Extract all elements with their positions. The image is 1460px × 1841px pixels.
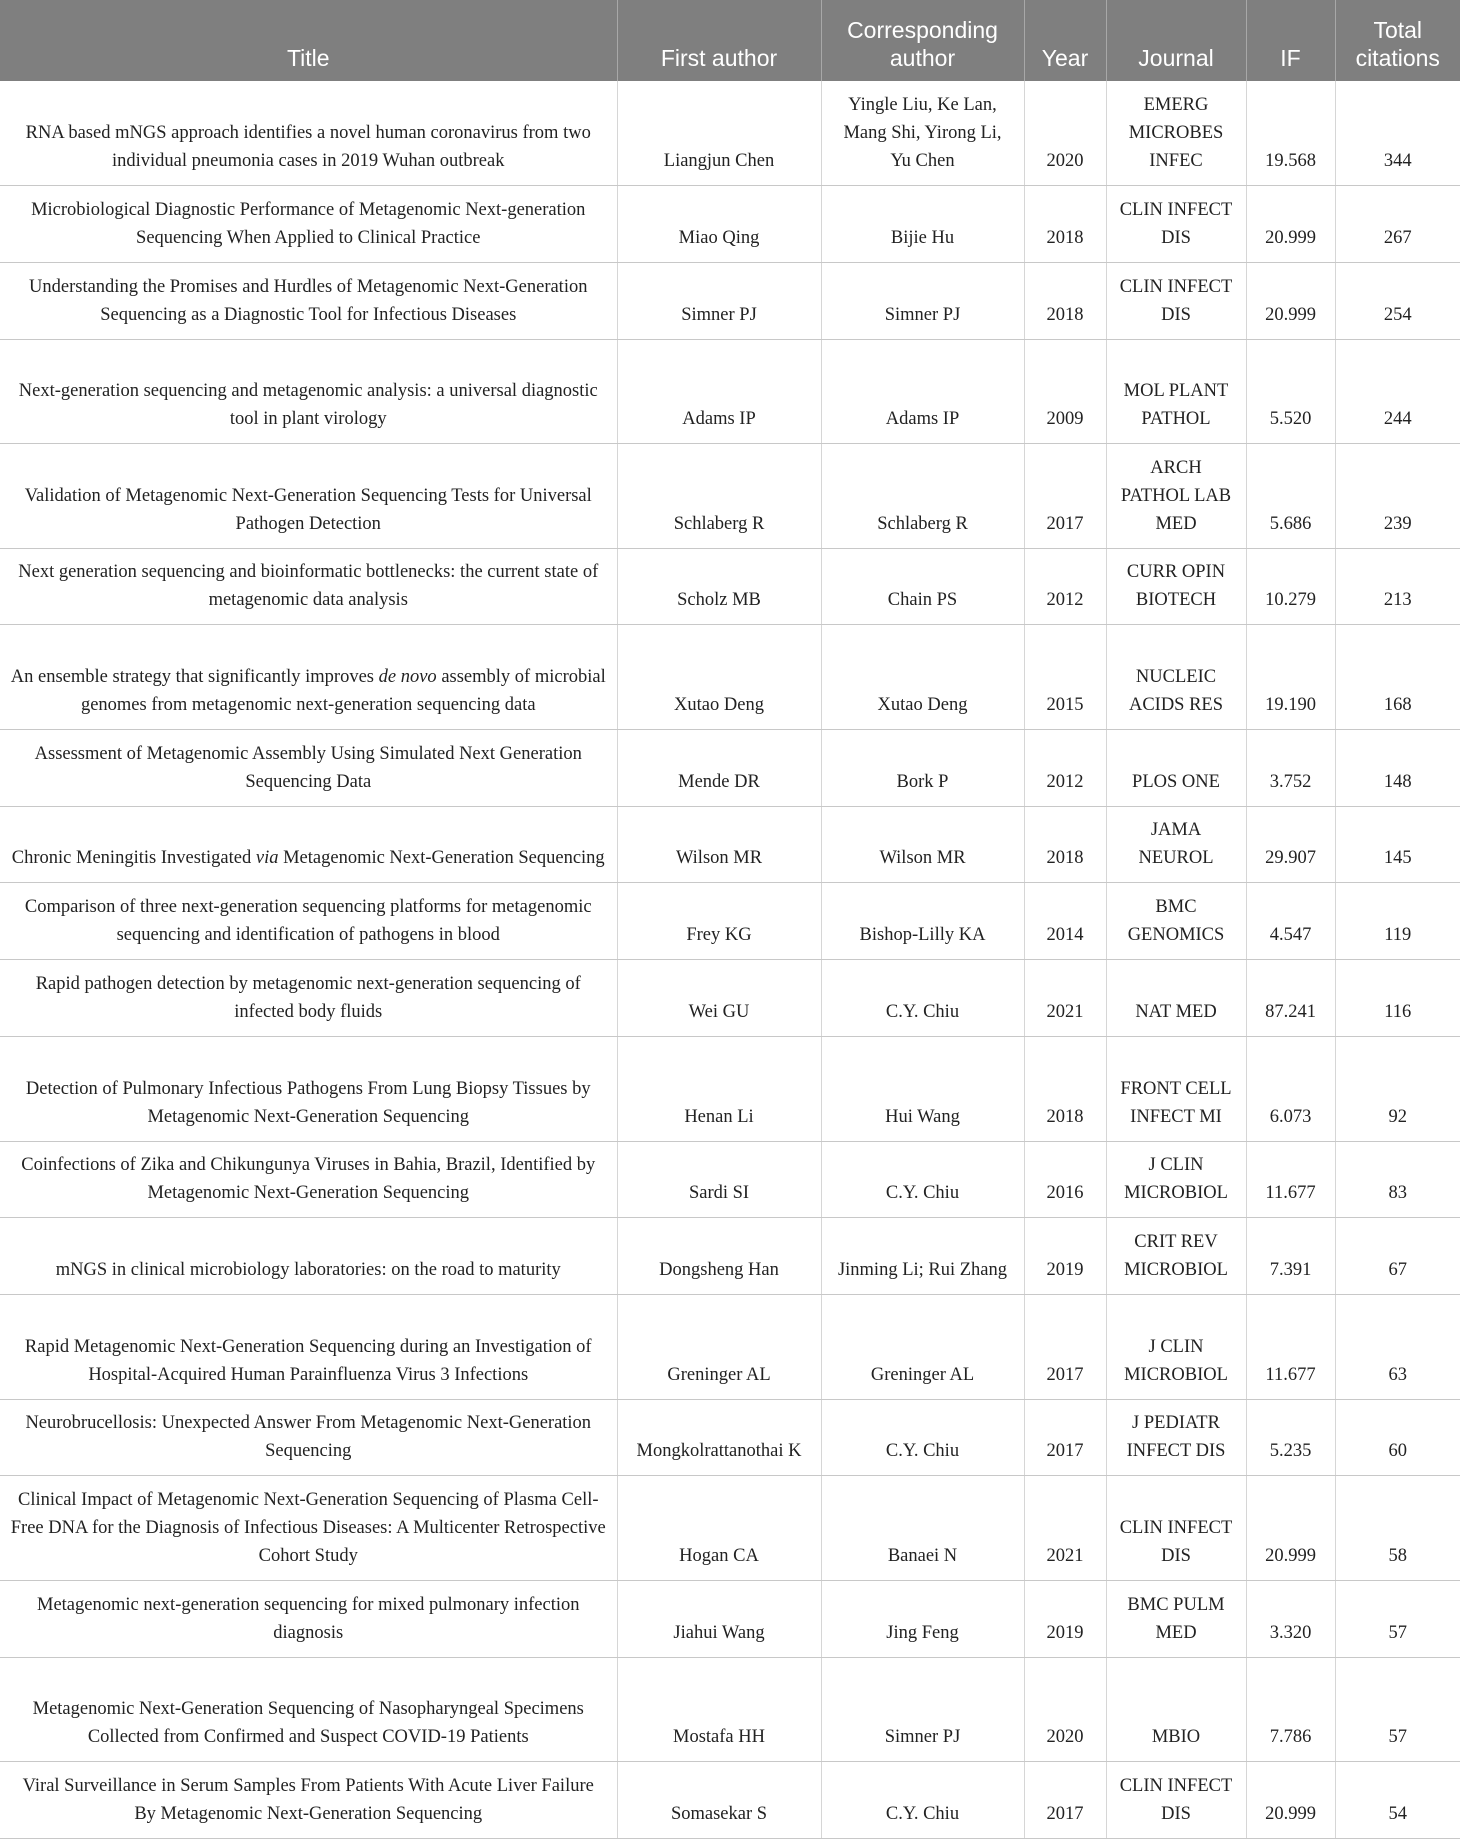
cell-journal: NUCLEIC ACIDS RES [1106,625,1246,730]
cell-journal: CURR OPIN BIOTECH [1106,548,1246,625]
cell-year: 2012 [1024,548,1106,625]
cell-journal: MBIO [1106,1657,1246,1762]
table-header [0,0,1460,81]
table-row [0,1476,1460,1581]
cell-first-author: Liangjun Chen [617,81,821,186]
cell-impact-factor: 20.999 [1246,1762,1335,1839]
cell-journal: JAMA NEUROL [1106,806,1246,883]
cell-journal: ARCH PATHOL LAB MED [1106,444,1246,549]
table-row [0,1399,1460,1476]
cell-title: RNA based mNGS approach identifies a novel human coronavirus from two individual pneumonia cases in 2019 Wuhan outbreak [0,81,617,186]
cell-title: Understanding the Promises and Hurdles of Metagenomic Next-Generation Sequencing as a Diagnostic Tool for Infectious Diseases [0,262,617,339]
table-row [0,1295,1460,1400]
cell-corresponding-author: Hui Wang [821,1037,1024,1142]
cell-total-citations: 116 [1335,960,1460,1037]
cell-total-citations: 344 [1335,81,1460,186]
title-italic-term: via [255,848,279,869]
header-journal: Journal [1106,0,1246,81]
cell-title [0,625,617,730]
cell-first-author: Dongsheng Han [617,1218,821,1295]
cell-year: 2019 [1024,1580,1106,1657]
table-row [0,548,1460,625]
cell-journal: CLIN INFECT DIS [1106,186,1246,263]
cell-year: 2012 [1024,729,1106,806]
table-row [0,444,1460,549]
cell-total-citations: 148 [1335,729,1460,806]
cell-journal: J CLIN MICROBIOL [1106,1141,1246,1218]
cell-impact-factor: 5.520 [1246,339,1335,444]
cell-title: Rapid pathogen detection by metagenomic next-generation sequencing of infected body fluids [0,960,617,1037]
table-row [0,81,1460,186]
cell-total-citations: 244 [1335,339,1460,444]
header-if: IF [1246,0,1335,81]
header-year: Year [1024,0,1106,81]
cell-year: 2017 [1024,444,1106,549]
cell-total-citations: 92 [1335,1037,1460,1142]
table-row [0,625,1460,730]
cell-total-citations: 213 [1335,548,1460,625]
cell-total-citations: 267 [1335,186,1460,263]
cell-journal: J CLIN MICROBIOL [1106,1295,1246,1400]
cell-title: Detection of Pulmonary Infectious Pathogens From Lung Biopsy Tissues by Metagenomic Next-Generation Sequencing [0,1037,617,1142]
cell-first-author: Wilson MR [617,806,821,883]
cell-journal: MOL PLANT PATHOL [1106,339,1246,444]
cell-journal: EMERG MICROBES INFEC [1106,81,1246,186]
table-body [0,81,1460,1839]
cell-year: 2017 [1024,1762,1106,1839]
cell-year: 2009 [1024,339,1106,444]
cell-first-author: Mostafa HH [617,1657,821,1762]
title-italic-term: de novo [378,666,437,687]
cell-journal: CLIN INFECT DIS [1106,1762,1246,1839]
cell-title: Microbiological Diagnostic Performance of Metagenomic Next-generation Sequencing When Applied to Clinical Practice [0,186,617,263]
cell-title: Neurobrucellosis: Unexpected Answer From Metagenomic Next-Generation Sequencing [0,1399,617,1476]
cell-total-citations: 168 [1335,625,1460,730]
cell-journal: CLIN INFECT DIS [1106,1476,1246,1581]
table-row [0,1657,1460,1762]
table-row [0,339,1460,444]
cell-impact-factor: 20.999 [1246,1476,1335,1581]
header-title: Title [0,0,617,81]
cell-impact-factor: 87.241 [1246,960,1335,1037]
cell-first-author: Mende DR [617,729,821,806]
cell-corresponding-author: Wilson MR [821,806,1024,883]
cell-year: 2020 [1024,81,1106,186]
cell-title: Assessment of Metagenomic Assembly Using Simulated Next Generation Sequencing Data [0,729,617,806]
cell-corresponding-author: Simner PJ [821,1657,1024,1762]
cell-first-author: Simner PJ [617,262,821,339]
cell-first-author: Sardi SI [617,1141,821,1218]
cell-corresponding-author: Chain PS [821,548,1024,625]
cell-year: 2021 [1024,960,1106,1037]
table-row [0,262,1460,339]
cell-total-citations: 119 [1335,883,1460,960]
cell-year: 2017 [1024,1295,1106,1400]
cell-year: 2015 [1024,625,1106,730]
table-row [0,1762,1460,1839]
cell-first-author: Xutao Deng [617,625,821,730]
cell-first-author: Schlaberg R [617,444,821,549]
cell-year: 2014 [1024,883,1106,960]
cell-journal: FRONT CELL INFECT MI [1106,1037,1246,1142]
header-total-citations: Total citations [1335,0,1460,81]
cell-journal: CLIN INFECT DIS [1106,262,1246,339]
cell-total-citations: 63 [1335,1295,1460,1400]
table-row [0,186,1460,263]
cell-year: 2018 [1024,1037,1106,1142]
cell-title [0,806,617,883]
cell-first-author: Adams IP [617,339,821,444]
cell-impact-factor: 3.320 [1246,1580,1335,1657]
cell-year: 2017 [1024,1399,1106,1476]
cell-title: Metagenomic next-generation sequencing for mixed pulmonary infection diagnosis [0,1580,617,1657]
title-text: Chronic Meningitis Investigated [11,848,256,869]
table-row [0,883,1460,960]
title-text: assembly of microbial genomes from metagenomic next-generation sequencing data [80,666,606,715]
cell-total-citations: 145 [1335,806,1460,883]
cell-year: 2016 [1024,1141,1106,1218]
cell-corresponding-author: Jinming Li; Rui Zhang [821,1218,1024,1295]
cell-title: Coinfections of Zika and Chikungunya Viruses in Bahia, Brazil, Identified by Metagenomic Next-Generation Sequencing [0,1141,617,1218]
cell-title: Next-generation sequencing and metagenomic analysis: a universal diagnostic tool in plant virology [0,339,617,444]
cell-total-citations: 239 [1335,444,1460,549]
cell-total-citations: 83 [1335,1141,1460,1218]
cell-total-citations: 54 [1335,1762,1460,1839]
table-row [0,1141,1460,1218]
cell-title: Validation of Metagenomic Next-Generation Sequencing Tests for Universal Pathogen Detection [0,444,617,549]
header-corresponding-author: Corresponding author [821,0,1024,81]
cell-year: 2018 [1024,806,1106,883]
cell-first-author: Frey KG [617,883,821,960]
cell-corresponding-author: C.Y. Chiu [821,960,1024,1037]
table-row [0,806,1460,883]
cell-corresponding-author: Banaei N [821,1476,1024,1581]
cell-total-citations: 58 [1335,1476,1460,1581]
cell-first-author: Henan Li [617,1037,821,1142]
cell-impact-factor: 19.190 [1246,625,1335,730]
cell-first-author: Mongkolrattanothai K [617,1399,821,1476]
cell-corresponding-author: Schlaberg R [821,444,1024,549]
cell-corresponding-author: Greninger AL [821,1295,1024,1400]
cell-corresponding-author: Bork P [821,729,1024,806]
cell-corresponding-author: Yingle Liu, Ke Lan, Mang Shi, Yirong Li, Yu Chen [821,81,1024,186]
cell-corresponding-author: Bishop-Lilly KA [821,883,1024,960]
header-first-author: First author [617,0,821,81]
cell-title: Rapid Metagenomic Next-Generation Sequencing during an Investigation of Hospital-Acquired Human Parainfluenza Virus 3 Infections [0,1295,617,1400]
cell-impact-factor: 10.279 [1246,548,1335,625]
cell-title: mNGS in clinical microbiology laboratories: on the road to maturity [0,1218,617,1295]
cell-impact-factor: 7.391 [1246,1218,1335,1295]
table-row [0,1218,1460,1295]
cell-journal: NAT MED [1106,960,1246,1037]
cell-impact-factor: 7.786 [1246,1657,1335,1762]
cell-corresponding-author: C.Y. Chiu [821,1399,1024,1476]
cell-first-author: Scholz MB [617,548,821,625]
cell-journal: J PEDIATR INFECT DIS [1106,1399,1246,1476]
cell-impact-factor: 29.907 [1246,806,1335,883]
title-text: Metagenomic Next-Generation Sequencing [278,848,605,869]
cell-journal: BMC GENOMICS [1106,883,1246,960]
table-row [0,729,1460,806]
cell-impact-factor: 20.999 [1246,186,1335,263]
cell-corresponding-author: Bijie Hu [821,186,1024,263]
cell-total-citations: 67 [1335,1218,1460,1295]
cell-impact-factor: 6.073 [1246,1037,1335,1142]
cell-impact-factor: 20.999 [1246,262,1335,339]
cell-journal: CRIT REV MICROBIOL [1106,1218,1246,1295]
cell-first-author: Jiahui Wang [617,1580,821,1657]
cell-year: 2021 [1024,1476,1106,1581]
cell-total-citations: 60 [1335,1399,1460,1476]
cell-corresponding-author: Xutao Deng [821,625,1024,730]
cell-impact-factor: 11.677 [1246,1295,1335,1400]
cell-total-citations: 57 [1335,1657,1460,1762]
cell-corresponding-author: Jing Feng [821,1580,1024,1657]
title-text: An ensemble strategy that significantly improves [10,666,379,687]
cell-journal: PLOS ONE [1106,729,1246,806]
cell-year: 2018 [1024,186,1106,263]
cell-year: 2020 [1024,1657,1106,1762]
cell-first-author: Miao Qing [617,186,821,263]
cell-journal: BMC PULM MED [1106,1580,1246,1657]
cell-impact-factor: 3.752 [1246,729,1335,806]
table-row [0,1037,1460,1142]
cell-impact-factor: 4.547 [1246,883,1335,960]
cell-corresponding-author: Adams IP [821,339,1024,444]
cell-first-author: Greninger AL [617,1295,821,1400]
cell-title: Comparison of three next-generation sequencing platforms for metagenomic sequencing and identification of pathogens in blood [0,883,617,960]
cell-first-author: Wei GU [617,960,821,1037]
cell-title: Next generation sequencing and bioinformatic bottlenecks: the current state of metagenomic data analysis [0,548,617,625]
table-row [0,1580,1460,1657]
cell-impact-factor: 5.235 [1246,1399,1335,1476]
cell-title: Metagenomic Next-Generation Sequencing of Nasopharyngeal Specimens Collected from Confirmed and Suspect COVID-19 Patients [0,1657,617,1762]
cell-corresponding-author: C.Y. Chiu [821,1762,1024,1839]
cell-title: Clinical Impact of Metagenomic Next-Generation Sequencing of Plasma Cell-Free DNA for the Diagnosis of Infectious Diseases: A Multicenter Retrospective Cohort Study [0,1476,617,1581]
cell-year: 2019 [1024,1218,1106,1295]
cell-impact-factor: 11.677 [1246,1141,1335,1218]
cell-first-author: Hogan CA [617,1476,821,1581]
cell-first-author: Somasekar S [617,1762,821,1839]
cell-impact-factor: 19.568 [1246,81,1335,186]
cell-year: 2018 [1024,262,1106,339]
cell-impact-factor: 5.686 [1246,444,1335,549]
cell-corresponding-author: C.Y. Chiu [821,1141,1024,1218]
cell-total-citations: 254 [1335,262,1460,339]
cell-title: Viral Surveillance in Serum Samples From Patients With Acute Liver Failure By Metagenomic Next-Generation Sequencing [0,1762,617,1839]
table-row [0,960,1460,1037]
cell-total-citations: 57 [1335,1580,1460,1657]
cell-corresponding-author: Simner PJ [821,262,1024,339]
